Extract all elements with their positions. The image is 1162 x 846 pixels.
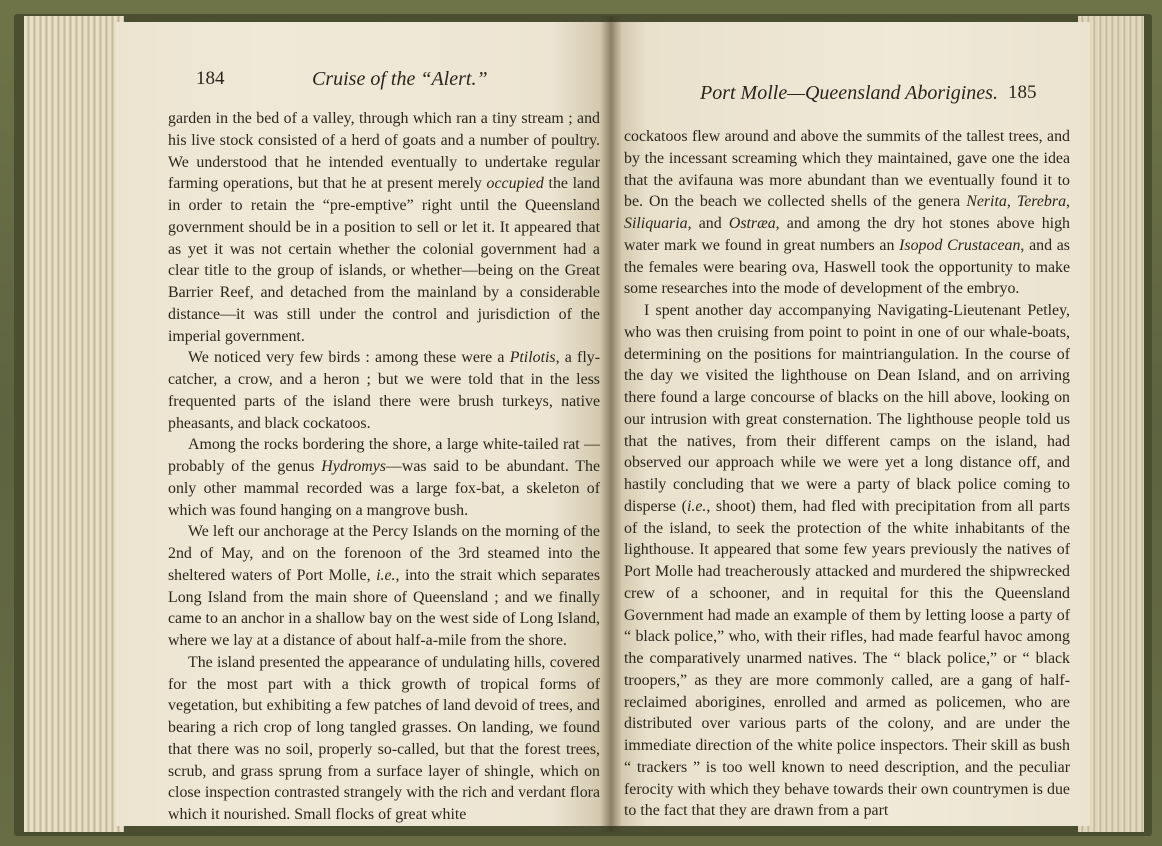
italic-term: Isopod Crustacean: [899, 236, 1021, 254]
text-run: , shoot) them, had fled with precipitation from all parts of the island, to seek the protection of the white inhabitants of the lighthouse. It appeared that some few years previously the natives of Port Molle had treacherously attacked and murdered the shipwrecked crew of a schooner, and in requital for this the Queensland Government had made an example of them by letting loose a party of “ black police,” who, with their rifles, had made fearful havoc among the comparatively unarmed natives. The “ black police,” or “ black troopers,” as they are more commonly called, are a gang of half-reclaimed aborigines, enrolled and armed as policemen, who are distributed over various parts of the colony, and are under the immediate direction of the white police inspectors. Their skill as bush “ trackers ” is too well known to need description, and the peculiar ferocity with which they behave towards their own countrymen is due to the fact that they are drawn from a part: [624, 497, 1070, 820]
text-run: the land in order to retain the “pre-emptive” right until the Queensland government should be in a position to sell or let it. It appeared that as yet it was not certain whether the colonial government had a clear title to the group of islands, or whether—being on the Great Barrier Reef, and detached from the mainland by a considerable distance—it was still under the control and jurisdiction of the imperial government.: [168, 175, 601, 345]
text-run: , and among the dry hot stones above high water mark we found in great numbers an: [624, 215, 1070, 254]
paragraph: [168, 347, 600, 434]
running-head: [312, 68, 488, 91]
left-page-body: [168, 108, 600, 826]
right-page-header: [610, 68, 1090, 104]
running-head-ship: “Alert.”: [420, 68, 488, 90]
italic-term: Ptilotis: [509, 349, 556, 367]
italic-term: Siliquaria: [624, 215, 688, 232]
text-run: We left our anchorage at the Percy Islands on the morning of the 2nd of May, and on the forenoon of the 3rd steamed into the sheltered waters of Port Molle,: [168, 523, 600, 584]
right-page: [610, 22, 1090, 826]
italic-term: Nerita: [966, 193, 1007, 211]
page-edges-left: [24, 16, 124, 832]
book-gutter: [600, 16, 622, 832]
text-run: garden in the bed of a valley, through which ran a tiny stream ; and his live stock consisted of a herd of goats and a number of poultry. We understood that he intended eventually to undertake regular farming operations, but that he at present merely: [168, 110, 600, 193]
paragraph: [168, 652, 600, 826]
text-run: , and as the females were bearing ova, Haswell took the opportunity to make some researches into the mode of development of the embryo.: [624, 236, 1070, 298]
text-run: Among the rocks bordering the shore, a large white-tailed rat —probably of the genus: [168, 436, 600, 475]
italic-term: occupied: [486, 175, 544, 193]
paragraph: [624, 126, 1070, 300]
page-number: 185: [1008, 82, 1037, 103]
text-run: We noticed very few birds : among these were a: [188, 349, 510, 367]
paragraph: [168, 521, 600, 652]
page-number: 184: [196, 68, 225, 89]
text-run: —was said to be abundant. The only other mammal recorded was a large fox-bat, a skeleton of which was found hanging on a mangrove bush.: [168, 458, 601, 519]
paragraph: [624, 300, 1070, 822]
right-page-body: [624, 126, 1070, 822]
text-run: , and: [687, 215, 729, 232]
italic-term: Terebra: [1016, 193, 1067, 211]
italic-term: Ostræa: [728, 215, 776, 232]
paragraph: [168, 434, 600, 521]
text-run: The island presented the appearance of undulating hills, covered for the most part with a thick growth of tropical forms of vegetation, but exhibiting a few patches of land devoid of trees, and bearing a rich crop of long tangled grasses. On landing, we found that there was no soil, properly so-called, but that the forest trees, scrub, and grass sprung from a surface layer of shingle, which on close inspection contrasted strangely with the rich and verdant flora which it nourished. Small flocks of great white: [168, 653, 600, 823]
italic-term: Hydromys: [321, 458, 386, 475]
text-run: , into the strait which separates Long Island from the main shore of Queensland ; and we finally came to an anchor in a shallow bay on the west side of Long Island, where we lay at a distance of about half-a-mile from the shore.: [168, 566, 600, 649]
running-head-text: Cruise of the: [312, 68, 421, 90]
paragraph: [168, 108, 600, 347]
text-run: , a fly-catcher, a crow, and a heron ; but we were told that in the less frequented parts of the island there were brush turkeys, native pheasants, and black cockatoos.: [168, 349, 600, 432]
running-head: Port Molle—Queensland Aborigines.: [700, 82, 998, 104]
text-run: ,: [1006, 193, 1017, 211]
text-run: ,: [1066, 193, 1070, 211]
left-page-header: [116, 68, 610, 98]
text-run: I spent another day accompanying Navigating-Lieutenant Petley, who was then cruising from point to point in one of our whale-boats, determining on the positions for maintriangulation. In the course of the day we visited the lighthouse on Dean Island, and on arriving there found a large concourse of blacks on the hill above, looking on our intrusion with great consternation. The lighthouse people told us that the natives, from their different camps on the island, had observed our approach while we were yet a long distance off, and hastily concluding that we were a party of black police coming to disperse (: [624, 302, 1070, 515]
italic-term: i.e.: [686, 497, 707, 515]
left-page: [116, 22, 610, 826]
italic-term: i.e.: [376, 566, 396, 584]
text-run: cockatoos flew around and above the summits of the tallest trees, and by the incessant screaming which they maintained, gave one the idea that the avifauna was more abundant than we eventually found it to be. On the beach we collected shells of the genera: [624, 128, 1070, 211]
